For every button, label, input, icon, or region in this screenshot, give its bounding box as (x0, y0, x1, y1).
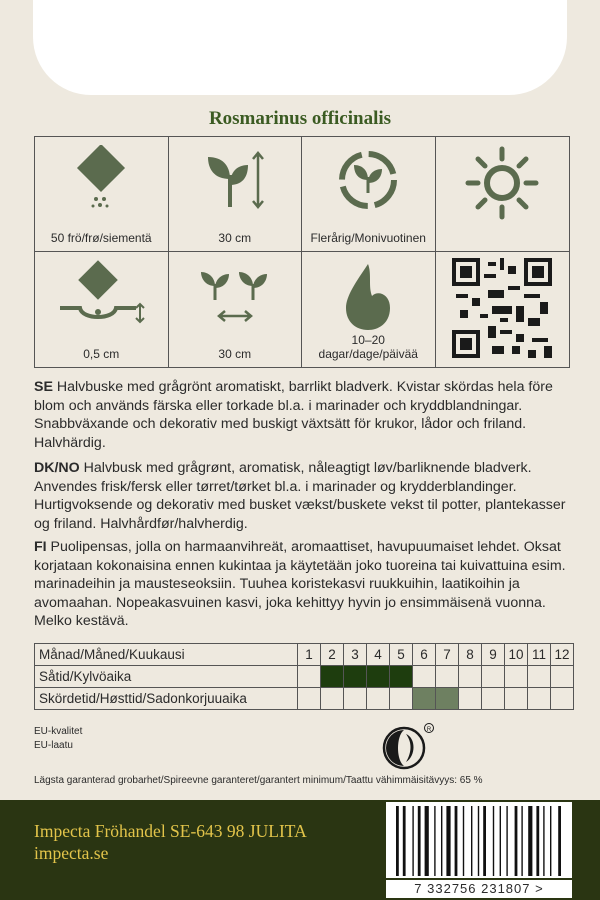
sowing-month-11 (528, 666, 551, 688)
height-cell (169, 137, 303, 252)
barcode-bar (471, 806, 472, 876)
harvest-month-6 (413, 688, 436, 710)
barcode-bar (483, 806, 486, 876)
sun-cell (436, 137, 570, 252)
company-website[interactable]: impecta.se (34, 843, 109, 863)
month-10: 10 (505, 644, 528, 666)
lang-code-fi: FI (34, 539, 47, 555)
sowing-depth-icon (56, 260, 146, 332)
barcode-bar (506, 806, 507, 876)
barcode-bar (478, 806, 479, 876)
barcode-bar (403, 806, 406, 876)
germination-cell (302, 252, 436, 367)
barcode-bar (500, 806, 501, 876)
barcode-bar (434, 806, 435, 876)
barcode-bar (528, 806, 532, 876)
barcode-bar (441, 806, 442, 876)
harvest-month-12 (551, 688, 574, 710)
hang-hole (33, 0, 567, 95)
svg-text:R: R (426, 727, 432, 733)
barcode-bar (493, 806, 494, 876)
description-dk-no (34, 459, 570, 533)
harvest-month-9 (482, 688, 505, 710)
sowing-row (35, 666, 574, 688)
sowing-month-5 (390, 666, 413, 688)
description-fi (34, 538, 570, 631)
eu-quality (34, 725, 82, 753)
description-se (34, 378, 570, 452)
harvest-month-7 (436, 688, 459, 710)
harvest-month-11 (528, 688, 551, 710)
barcode-number: 7 332756 231807 > (386, 880, 572, 898)
sowing-month-9 (482, 666, 505, 688)
depth-cell (35, 252, 169, 367)
plant-height-icon (200, 145, 270, 215)
plant-spacing-icon (197, 260, 273, 330)
harvest-month-4 (367, 688, 390, 710)
green-dot-icon (380, 722, 436, 772)
barcode-bar (515, 806, 518, 876)
month-8: 8 (459, 644, 482, 666)
sowing-calendar (34, 643, 574, 710)
harvest-month-5 (390, 688, 413, 710)
barcode-bar (396, 806, 399, 876)
barcode-bar (446, 806, 450, 876)
sowing-month-1 (298, 666, 321, 688)
month-2: 2 (321, 644, 344, 666)
sowing-month-10 (505, 666, 528, 688)
month-6: 6 (413, 644, 436, 666)
barcode-bar (558, 806, 561, 876)
seed-count-caption: 50 frö/frø/siementä (50, 231, 152, 245)
sowing-month-6 (413, 666, 436, 688)
harvest-month-2 (321, 688, 344, 710)
lang-code-se: SE (34, 379, 53, 395)
month-11: 11 (528, 644, 551, 666)
description-se-body: Halvbuske med grågrönt aromatiskt, barrlikt bladverk. Kvistar skördas hela före blom och används färska eller torkade bl.a. i marinader och kryddblandningar. Snabbväxande och dekorativ med buskigt växtsätt för krukor, lådor och friland. Halvhärdig. (34, 379, 553, 451)
barcode-bar (463, 806, 464, 876)
company-info (34, 820, 307, 864)
sowing-month-2 (321, 666, 344, 688)
depth-caption: 0,5 cm (83, 347, 120, 361)
spacing-caption: 30 cm (218, 347, 252, 361)
barcode-bar (536, 806, 539, 876)
eu-quality-fi: EU-laatu (34, 740, 73, 751)
harvest-row (35, 688, 574, 710)
description-fi-body: Puolipensas, jolla on harmaanvihreät, aromaattiset, havupuumaiset lehdet. Oksat korjataan kokonaisina ennen kukintaa ja käytetään joko tuoreina tai kuivattuina esim. marinadeihin ja mausteseoksiin. Tuuhea koristekasvi ruukkuihin, laatikoihin ja avomaahan. Nopeakasvuinen kasvi, joka kehittyy hyvin jo ensimmäisenä vuonna. Melko kestävä. (34, 539, 566, 629)
month-5: 5 (390, 644, 413, 666)
eu-quality-se: EU-kvalitet (34, 726, 83, 737)
harvest-label: Skördetid/Høsttid/Sadonkorjuuaika (35, 688, 298, 710)
month-label: Månad/Måned/Kuukausi (35, 644, 298, 666)
sowing-month-4 (367, 666, 390, 688)
barcode-bar (543, 806, 544, 876)
barcode-bar (455, 806, 458, 876)
germination-caption: 10–20 dagar/dage/päivää (318, 333, 418, 361)
sowing-month-8 (459, 666, 482, 688)
month-1: 1 (298, 644, 321, 666)
seed-count-cell (35, 137, 169, 252)
sowing-month-12 (551, 666, 574, 688)
description-dk-no-body: Halvbusk med grågrønt, aromatisk, nåleagtigt løv/barliknende bladverk. Anvendes frisk/fersk eller tørret/tørket bl.a. i marinader og krydderblandinger. Hurtigvoksende og dekorativ med busket vækst/buskete vekst til potter, plantekasser og friland. Halvhårdfør/halvherdig. (34, 460, 566, 532)
sowing-label: Såtid/Kylvöaika (35, 666, 298, 688)
barcode-icon (386, 802, 572, 878)
latin-name: Rosmarinus officinalis (208, 108, 392, 129)
calendar-header-row (35, 644, 574, 666)
barcode-bar (412, 806, 413, 876)
barcode-bar (550, 806, 551, 876)
harvest-month-3 (344, 688, 367, 710)
height-caption: 30 cm (218, 231, 252, 245)
month-4: 4 (367, 644, 390, 666)
month-9: 9 (482, 644, 505, 666)
lifecycle-caption: Flerårig/Monivuotinen (310, 231, 426, 245)
qr-code-icon[interactable] (452, 258, 552, 358)
barcode-bar (521, 806, 522, 876)
germination-guarantee: Lägsta garanterad grobarhet/Spireevne garanteret/garantert minimum/Taattu vähimmäisitävyys: 65 % (34, 775, 483, 786)
lang-code-dk-no: DK/NO (34, 460, 80, 476)
harvest-month-8 (459, 688, 482, 710)
sowing-month-7 (436, 666, 459, 688)
germination-icon (338, 260, 398, 332)
perennial-cycle-icon (333, 145, 403, 215)
qr-cell (436, 252, 570, 367)
barcode-bar (418, 806, 421, 876)
month-7: 7 (436, 644, 459, 666)
icon-grid (34, 136, 570, 368)
harvest-month-10 (505, 688, 528, 710)
month-3: 3 (344, 644, 367, 666)
company-address: Impecta Fröhandel SE-643 98 JULITA (34, 821, 307, 841)
harvest-month-1 (298, 688, 321, 710)
month-12: 12 (551, 644, 574, 666)
spacing-cell (169, 252, 303, 367)
seed-packet-icon (66, 145, 136, 215)
sowing-month-3 (344, 666, 367, 688)
sun-icon (462, 143, 542, 223)
lifecycle-cell (302, 137, 436, 252)
barcode-bar (425, 806, 429, 876)
